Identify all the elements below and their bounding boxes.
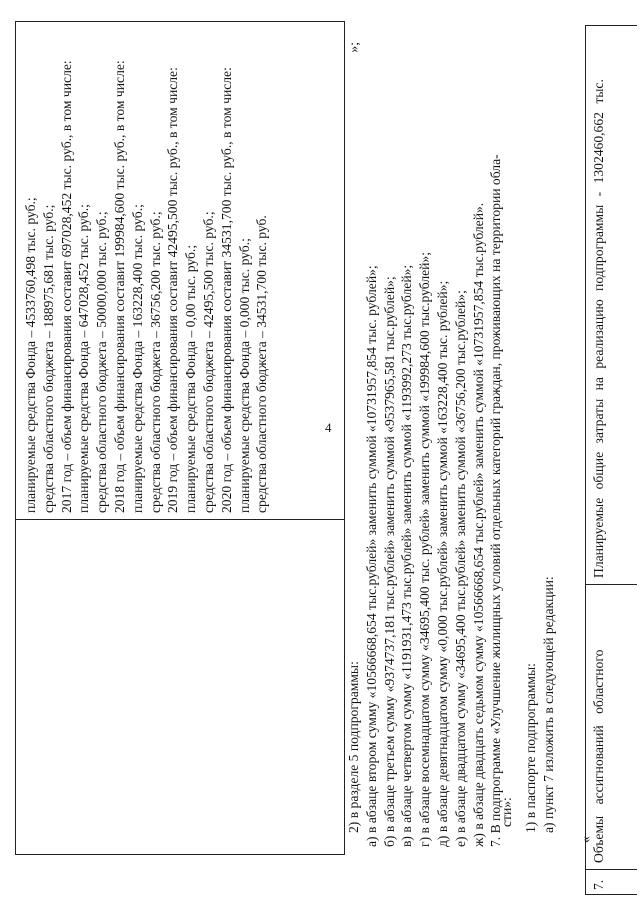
page-number: 4 [325,420,332,435]
row-number: 7. [586,869,637,894]
cell-line: планируемые средства Фонда – 0,00 тыс. руб.; [183,244,199,513]
cell-line: средства областного бюджета – 36756,200 тыс. руб.; [147,211,163,513]
row-name: Объемы ассигнований областного [586,584,637,869]
passport-heading: 1) в паспорте подпрограммы: [523,663,539,833]
table-cell-financing [16,22,344,519]
amendment-item: ж) в абзаце двадцать седьмом сумму «10566668,654 тыс.рублей» заменить суммой «10731957,854 тыс.рублей». [470,202,486,847]
amendment-item: д) в абзаце девятнадцатом сумму «0,000 тыс.рублей» заменить суммой «163228,400 тыс. рублей»; [434,280,450,847]
amendment-item: е) в абзаце двадцатом сумму «34695,400 тыс.рублей» заменить суммой «36756,200 тыс.рублей»; [452,290,468,847]
cell-line: планируемые средства Фонда – 647028,452 тыс. руб.; [76,204,92,513]
rotated-page [0,20,640,905]
passport-item: а) пункт 7 изложить в следующей редакции: [540,576,556,833]
cell-line: средства областного бюджета – 188975,681 тыс. руб.; [40,204,56,513]
cell-line: средства областного бюджета – 42495,500 тыс. руб.; [200,211,216,513]
table-cell-empty [16,519,344,854]
amendment-item: б) в абзаце третьем сумму «9374737,181 тыс.рублей» заменить суммой «9537965,581 тыс.рублей»; [381,276,397,847]
row-description: Планируемые общие затраты на реализацию подпрограммы - 1302460,662 тыс. [591,79,606,578]
cell-line: 2019 год – объем финансирования составит 42495,500 тыс. руб., в том числе: [165,67,181,513]
section-heading: 2) в разделе 5 подпрограммы: [346,661,361,833]
cell-line: планируемые средства Фонда – 4533760,498 тыс. руб.; [23,197,38,513]
cell-line: средства областного бюджета – 34531,700 тыс. руб. [254,215,270,513]
amendment-item: г) в абзаце восемнадцатом сумму «34695,400 тыс. рублей» заменить суммой «199984,600 тыс.рублей»; [417,251,433,847]
cell-line: средства областного бюджета – 50000,000 тыс. руб.; [94,211,110,513]
cell-line: планируемые средства Фонда – 163228,400 тыс. руб.; [129,204,145,513]
amendment-item: а) в абзаце втором сумму «10566668,654 тыс.рублей» заменить суммой «10731957,854 тыс. рублей»; [363,265,379,847]
financing-table-row [15,21,345,855]
cell-line: 2020 год – объем финансирования составит 34531,700 тыс. руб., в том числе: [218,67,234,513]
cell-line: 2018 год – объем финансирования составит 199984,600 тыс. руб., в том числе: [111,60,127,513]
amendment-item: в) в абзаце четвертом сумму «1191931,473 тыс.рублей» заменить суммой «1193992,273 тыс.рублей»; [399,264,415,847]
amendment-text [345,32,558,847]
closing-quote: »; [346,42,361,53]
opening-quote: « [579,836,594,843]
cell-line: 2017 год – объем финансирования составит 697028,452 тыс. руб., в том числе: [58,60,74,513]
continuation-word: сти»: [499,797,514,827]
passport-table-row [585,25,637,895]
amendment-item: 7. В подпрограмме «Улучшение жилищных условий отдельных категорий граждан, проживающих на территории обла- [488,154,504,847]
cell-line: планируемые средства Фонда – 0,000 тыс. руб.; [236,238,252,513]
